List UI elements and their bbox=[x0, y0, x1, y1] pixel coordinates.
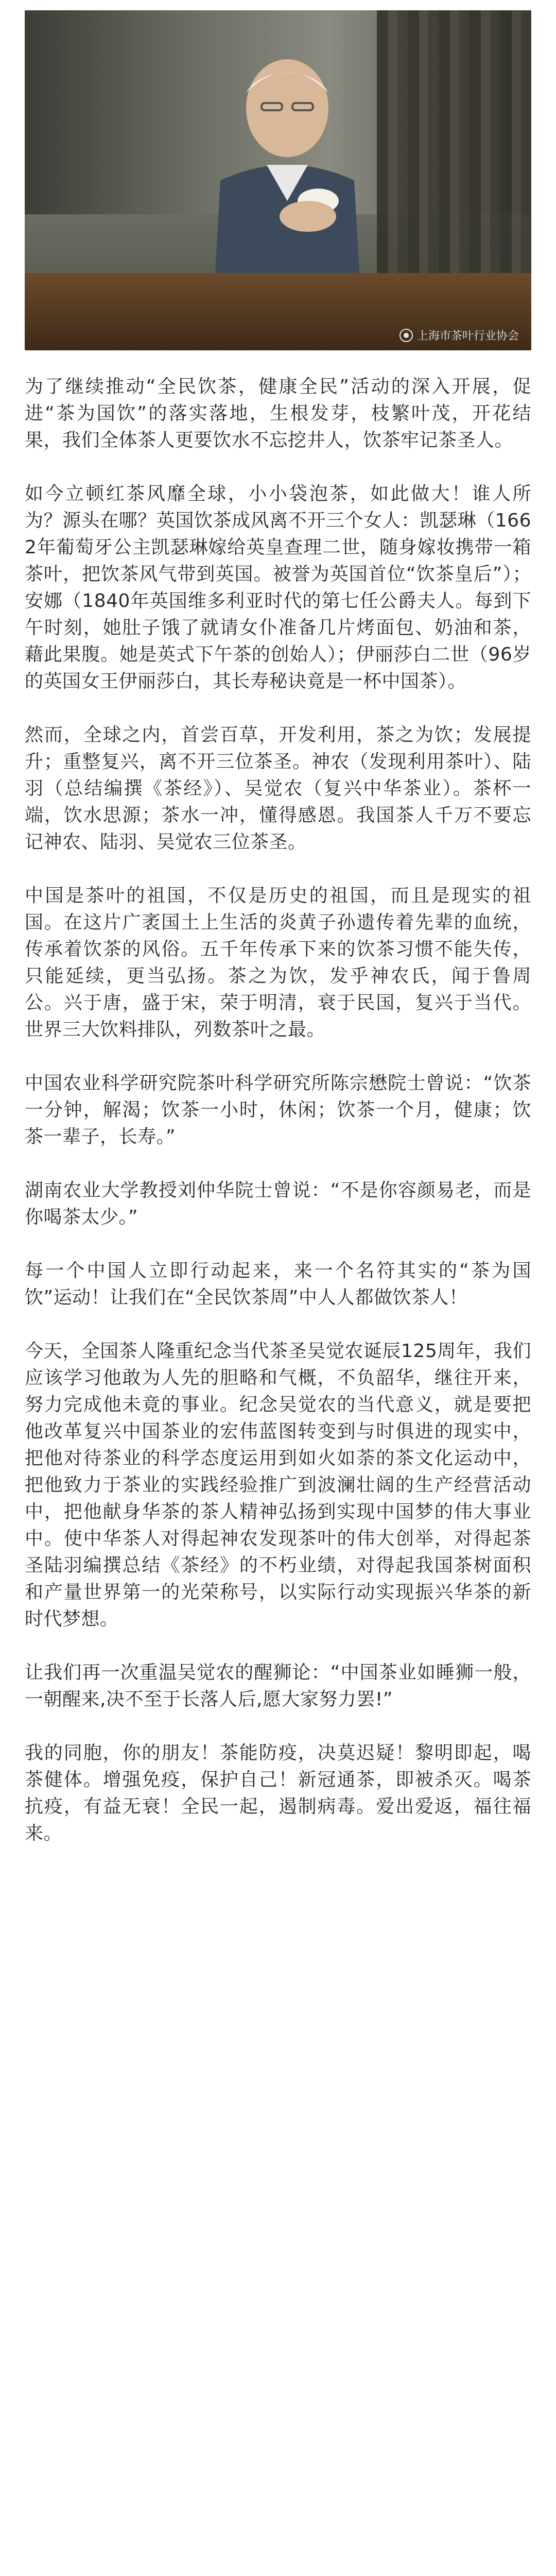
paragraph: 然而，全球之内，首尝百草，开发利用，茶之为饮；发展提升；重整复兴，离不开三位茶圣。神农（发现利用茶叶）、陆羽（总结编撰《茶经》）、吴觉农（复兴中华茶业）。茶杯一端，饮水思源；茶水一冲，懂得感恩。我国茶人千万不要忘记神农、陆羽、吴觉农三位茶圣。 bbox=[25, 724, 531, 853]
paragraph: 如今立顿红茶风靡全球，小小袋泡茶，如此做大！谁人所为？源头在哪？英国饮茶成风离不开三个女人：凯瑟琳（1662年葡萄牙公主凯瑟琳嫁给英皇查理二世，随身嫁妆携带一箱茶叶，把饮茶风气带到英国。被誉为英国首位“饮茶皇后”）；安娜（1840年英国维多利亚时代的第七任公爵夫人。每到下午时刻，她肚子饿了就请女仆准备几片烤面包、奶油和茶，藉此果腹。她是英式下午茶的创始人）；伊丽莎白二世（96岁的英国女王伊丽莎白，其长寿秘诀竟是一杯中国茶）。 bbox=[25, 483, 531, 692]
article-body bbox=[25, 374, 531, 1874]
paragraph: 让我们再一次重温吴觉农的醒狮论：“中国茶业如睡狮一般，一朝醒来,决不至于长落人后,愿大家努力罢!” bbox=[25, 1662, 531, 1710]
paragraph: 为了继续推动“全民饮茶，健康全民”活动的深入开展，促进“茶为国饮”的落实落地，生根发芽，枝繁叶茂，开花结果，我们全体茶人更要饮水不忘挖井人，饮茶牢记茶圣人。 bbox=[25, 376, 531, 451]
paragraph: 我的同胞，你的朋友！茶能防疫，决莫迟疑！黎明即起，喝茶健体。增强免疫，保护自己！新冠通茶，即被杀灭。喝茶抗疫，有益无衰！全民一起，遏制病毒。爱出爱返，福往福来。 bbox=[25, 1742, 531, 1844]
paragraph: 中国是茶叶的祖国，不仅是历史的祖国，而且是现实的祖国。在这片广袤国土上生活的炎黄子孙遗传着先辈的血统，传承着饮茶的风俗。五千年传承下来的饮茶习惯不能失传，只能延续，更当弘扬。茶之为饮，发乎神农氏，闻于鲁周公。兴于唐，盛于宋，荣于明清，衰于民国，复兴于当代。世界三大饮料排队，列数茶叶之最。 bbox=[25, 885, 531, 1040]
association-logo-icon bbox=[399, 329, 413, 342]
photo-watermark: 上海市茶叶行业协会 bbox=[399, 327, 519, 343]
paragraph: 湖南农业大学教授刘仲华院士曾说：“不是你容颜易老，而是你喝茶太少。” bbox=[25, 1180, 531, 1228]
paragraph: 中国农业科学研究院茶叶科学研究所陈宗懋院士曾说：“饮茶一分钟，解渴；饮茶一小时，休闲；饮茶一个月，健康；饮茶一辈子，长寿。” bbox=[25, 1073, 531, 1147]
paragraph: 今天，全国茶人隆重纪念当代茶圣吴觉农诞辰125周年，我们应该学习他敢为人先的胆略和气概，不负韶华，继往开来，努力完成他未竟的事业。纪念吴觉农的当代意义，就是要把他改革复兴中国茶业的宏伟蓝图转变到与时俱进的现实中，把他对待茶业的科学态度运用到如火如荼的茶文化运动中，把他致力于茶业的实践经验推广到波澜壮阔的生产经营活动中，把他献身华茶的茶人精神弘扬到实现中国梦的伟大事业中。使中华茶人对得起神农发现茶叶的伟大创举，对得起茶圣陆羽编撰总结《茶经》的不朽业绩，对得起我国茶树面积和产量世界第一的光荣称号，以实际行动实现振兴华茶的新时代梦想。 bbox=[25, 1341, 531, 1630]
portrait-photo bbox=[25, 10, 531, 350]
paragraph: 每一个中国人立即行动起来，来一个名符其实的“茶为国饮”运动！让我们在“全民饮茶周”中人人都做饮茶人！ bbox=[25, 1260, 531, 1308]
